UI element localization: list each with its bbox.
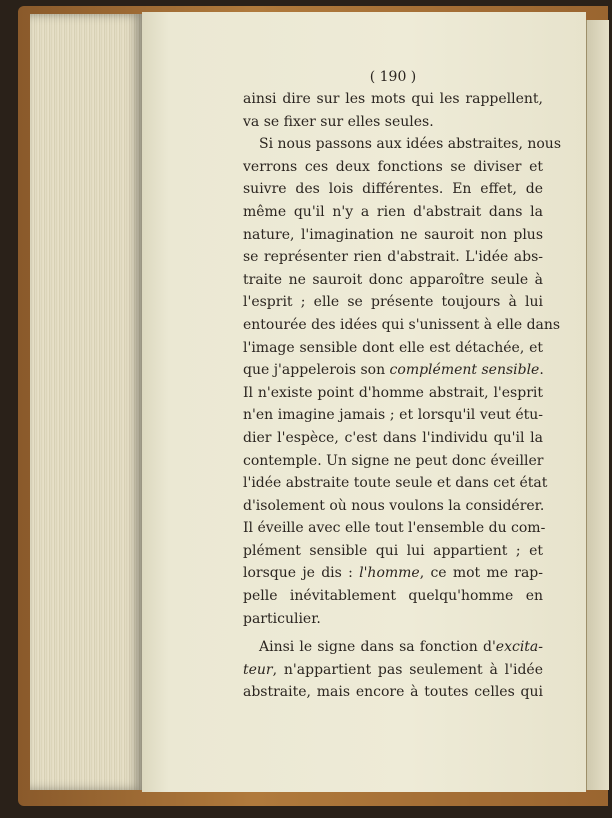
text-line: Il éveille avec elle tout l'ensemble du com- (243, 520, 546, 537)
text-line: particulier. (243, 610, 321, 627)
paragraph (243, 88, 543, 133)
page-number: ( 190 ) (369, 69, 417, 85)
text-line: suivre des lois différentes. En effet, de (243, 181, 543, 198)
italic-term: teur (243, 661, 273, 678)
text-line: contemple. Un signe ne peut donc éveiller (243, 452, 544, 469)
text-line: l'image sensible dont elle est détachée, et (243, 339, 543, 356)
text-line: abstraite, mais encore à toutes celles qui (243, 684, 543, 701)
text-line: dier l'espèce, c'est dans l'individu qu'il la (243, 429, 543, 446)
text-line: d'isolement où nous voulons la considérer. (243, 497, 545, 514)
paragraph (243, 636, 543, 704)
text-line: pelle inévitablement quelqu'homme en (243, 588, 543, 605)
italic-term: excita- (495, 639, 543, 656)
text-line: plément sensible qui lui appartient ; et (243, 542, 543, 559)
text-line: se représenter rien d'abstrait. L'idée abs- (243, 249, 543, 266)
text-line: traite ne sauroit donc apparoître seule à (243, 271, 543, 288)
italic-term: complément sensible (389, 362, 540, 379)
text-line: ainsi dire sur les mots qui les rappellent, (243, 91, 543, 107)
text-line: va se fixer sur elles seules. (243, 113, 434, 130)
text-line: Ainsi le signe dans sa fonction d'excita- (259, 639, 543, 656)
text-line: nature, l'imagination ne sauroit non plus (243, 226, 543, 243)
text-line: entourée des idées qui s'unissent à elle dans (243, 316, 561, 333)
facing-page-edge (586, 20, 609, 790)
text-line: Il n'existe point d'homme abstrait, l'esprit (243, 384, 543, 401)
text-line: n'en imagine jamais ; et lorsqu'il veut étu- (243, 407, 543, 424)
paragraph (243, 133, 562, 630)
text-line: que j'appelerois son complément sensible. (243, 362, 544, 379)
text-line: Si nous passons aux idées abstraites, nous (259, 136, 562, 153)
text-line: l'esprit ; elle se présente toujours à lui (243, 294, 543, 311)
italic-term: l'homme (359, 565, 420, 582)
text-line: lorsque je dis : l'homme, ce mot me rap- (243, 565, 543, 582)
text-line: teur, n'appartient pas seulement à l'idée (243, 661, 543, 678)
text-line: l'idée abstraite toute seule et dans cet état (243, 475, 548, 492)
text-line: verrons ces deux fonctions se diviser et (243, 158, 543, 175)
text-line: même qu'il n'y a rien d'abstrait dans la (243, 203, 543, 220)
page-text (243, 66, 562, 704)
page-edges (30, 14, 142, 790)
